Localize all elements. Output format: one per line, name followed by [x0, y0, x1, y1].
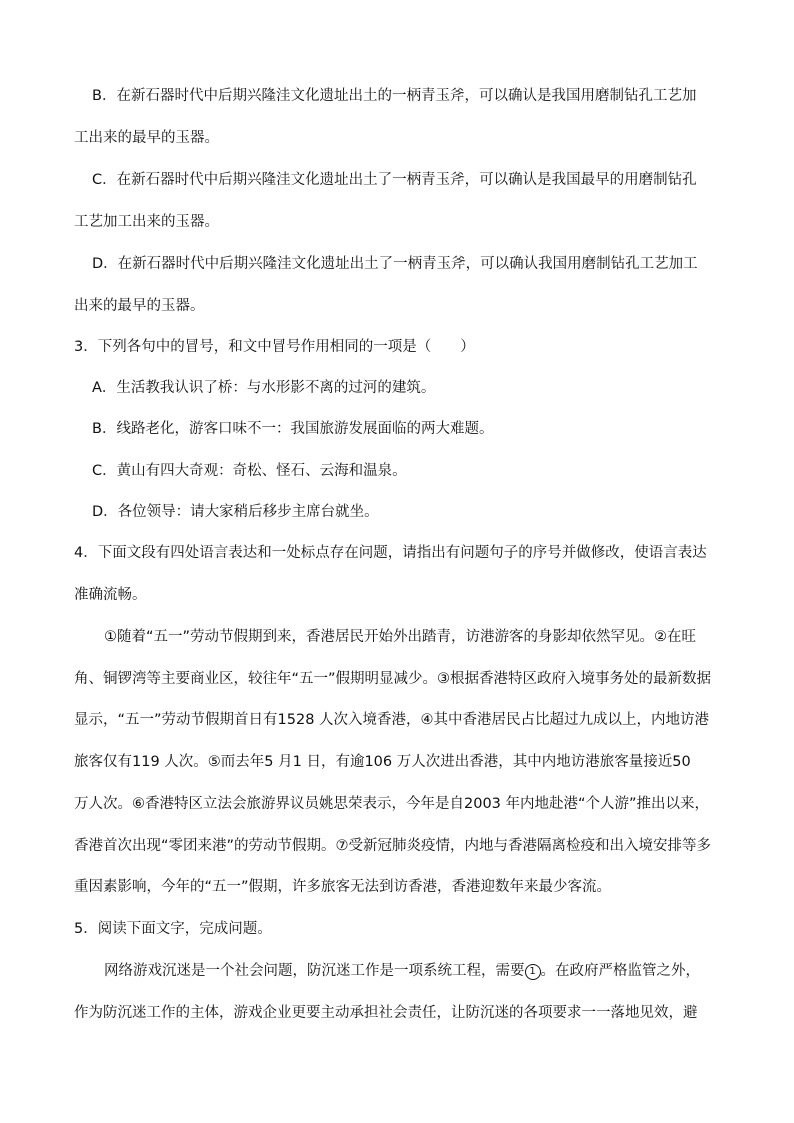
q5-passage-line2: 作为防沉迷工作的主体，游戏企业更要主动承担社会责任，让防沉迷的各项要求一一落地见效，避 [74, 1005, 698, 1021]
q4-stem-line2: 准确流畅。 [74, 587, 147, 603]
q5-passage-line1-start: 网络游戏沉迷是一个社会问题，防沉迷工作是一项系统工程，需要 [104, 963, 525, 979]
q2-option-d-line1: D．在新石器时代中后期兴隆洼文化遗址出土了一柄青玉斧，可以确认我国用磨制钻孔工艺加工 [92, 256, 698, 272]
q2-option-c-line1: C．在新石器时代中后期兴隆洼文化遗址出土了一柄青玉斧，可以确认是我国最早的用磨制钻孔 [92, 172, 697, 188]
q4-passage-line5: 万人次。⑥香港特区立法会旅游界议员姚思荣表示，今年是自2003 年内地赴港“个人游”推出以来， [74, 796, 710, 812]
q3-option-d: D．各位领导：请大家稍后移步主席台就坐。 [92, 504, 379, 520]
blank-number-marker: 1 [525, 964, 541, 980]
q5-passage-line1-end: 。在政府严格监管之外， [540, 963, 700, 979]
q4-passage-line7: 重因素影响，今年的“五一”假期，许多旅客无法到访香港，香港迎数年来最少客流。 [74, 879, 612, 895]
blank-1 [525, 963, 541, 979]
q3-stem: 3．下列各句中的冒号，和文中冒号作用相同的一项是（ ） [74, 339, 475, 355]
q3-option-b: B．线路老化，游客口味不一：我国旅游发展面临的两大难题。 [92, 421, 494, 437]
q5-passage-line1 [104, 961, 700, 981]
q2-option-c-line2: 工艺加工出来的玉器。 [74, 214, 219, 230]
q3-option-a: A．生活教我认识了桥：与水形影不离的过河的建筑。 [92, 380, 436, 396]
q4-passage-line2: 角、铜锣湾等主要商业区，较往年“五一”假期明显减少。③根据香港特区政府入境事务处的最新数据 [74, 671, 712, 687]
q2-option-b-line1: B．在新石器时代中后期兴隆洼文化遗址出土的一柄青玉斧，可以确认是我国用磨制钻孔工艺加 [92, 88, 697, 104]
q5-stem: 5．阅读下面文字，完成问题。 [74, 921, 272, 937]
q4-passage-line1: ①随着“五一”劳动节假期到来，香港居民开始外出踏青，访港游客的身影却依然罕见。②在旺 [104, 629, 697, 645]
q4-passage-line3: 显示，“五一”劳动节假期首日有1528 人次入境香港，④其中香港居民占比超过九成以上，内地访港 [74, 712, 710, 728]
q4-stem-line1: 4．下面文段有四处语言表达和一处标点存在问题，请指出有问题句子的序号并做修改，使语言表达 [74, 545, 707, 561]
q3-option-c: C．黄山有四大奇观：奇松、怪石、云海和温泉。 [92, 463, 407, 479]
q2-option-b-line2: 工出来的最早的玉器。 [74, 130, 219, 146]
q4-passage-line6: 香港首次出现“零团来港”的劳动节假期。⑦受新冠肺炎疫情，内地与香港隔离检疫和出入境安排等多 [74, 838, 712, 854]
q2-option-d-line2: 出来的最早的玉器。 [74, 298, 205, 314]
q4-passage-line4: 旅客仅有119 人次。⑤而去年5 月1 日，有逾106 万人次进出香港，其中内地访港旅客量接近50 [74, 754, 691, 770]
